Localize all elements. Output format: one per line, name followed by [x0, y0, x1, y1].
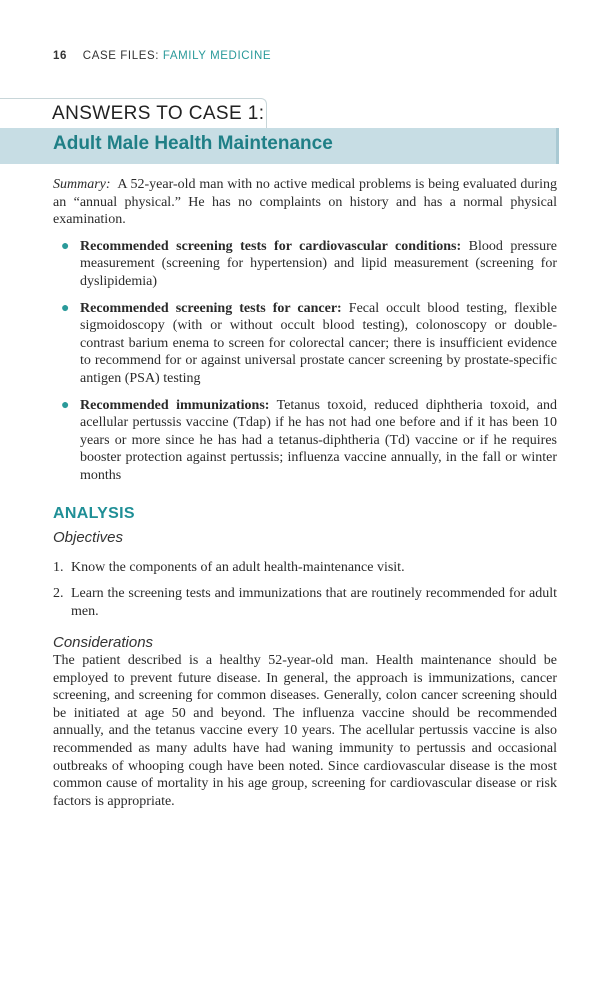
list-item: [53, 238, 557, 291]
bullet-text: Blood pressure measurement (screening for hypertension) and lipid measurement (screening for dyslipidemia): [80, 238, 557, 289]
page-content: [53, 176, 557, 810]
item-number: 1.: [53, 559, 64, 575]
objective-text: Know the components of an adult health-maintenance visit.: [71, 559, 405, 575]
page-number: 16: [53, 50, 67, 62]
recommendation-list: [53, 238, 557, 485]
list-item: [53, 585, 557, 620]
summary-label: Summary:: [53, 177, 111, 192]
bullet-icon: ●: [61, 238, 70, 254]
summary-text: A 52-year-old man with no active medical problems is being evaluated during an “annual physical.” He has no complaints on history and has a normal physical examination.: [53, 177, 557, 228]
case-title-band: [0, 128, 559, 164]
case-title: Adult Male Health Maintenance: [53, 133, 333, 154]
list-item: [53, 397, 557, 485]
bullet-icon: ●: [61, 397, 70, 413]
bullet-text: Fecal occult blood testing, flexible sigmoidoscopy (with or without occult blood testing), colonoscopy or double-contrast barium enema to screen for colorectal cancer; there is insufficient evidence to recommend for or against universal prostate cancer screening by prostate-specific antigen (PSA) testing: [80, 300, 558, 386]
bullet-text: Tetanus toxoid, reduced diphtheria toxoid, and acellular pertussis vaccine (Tdap) if he has not had one before and if it has been 10 years or more since he has had a tetanus-diphtheria (Td) vaccine or if he requires booster protection against pertussis; influenza vaccine annually, in the fall or winter months: [80, 397, 557, 483]
bullet-heading: Recommended screening tests for cardiovascular conditions:: [80, 238, 462, 254]
running-head: [53, 50, 271, 62]
objectives-list: [53, 559, 557, 621]
considerations-heading: Considerations: [53, 634, 154, 652]
case-answers-tab: [0, 98, 267, 129]
objectives-heading: Objectives: [53, 529, 124, 547]
objective-text: Learn the screening tests and immunizations that are routinely recommended for adult men.: [71, 586, 557, 619]
bullet-heading: Recommended immunizations:: [80, 397, 270, 413]
list-item: [53, 559, 557, 577]
summary-paragraph: [53, 176, 557, 229]
answers-heading: ANSWERS TO CASE 1:: [52, 103, 265, 124]
considerations-paragraph: The patient described is a healthy 52-year-old man. Health maintenance should be employed to prevent future disease. In general, the approach is immunizations, cancer screening, and screening for common diseases. Generally, colon cancer screening should be initiated at age 50 and beyond. The influenza vaccine should be recommended annually, and the tetanus vaccine every 10 years. The acellular pertussis vaccine is also recommended as many adults have had waning immunity to pertussis and occasional outbreaks of whooping cough have been noted. Since cardiovascular disease is the most common cause of mortality in his age group, screening for cardiovascular disease or risk factors is appropriate.: [53, 653, 557, 809]
book-title: CASE FILES:: [82, 50, 160, 62]
item-number: 2.: [53, 586, 64, 602]
bullet-icon: ●: [61, 300, 70, 316]
bullet-heading: Recommended screening tests for cancer:: [80, 300, 342, 316]
analysis-heading: ANALYSIS: [53, 504, 135, 522]
book-subject: FAMILY MEDICINE: [162, 50, 272, 62]
list-item: [53, 300, 557, 388]
